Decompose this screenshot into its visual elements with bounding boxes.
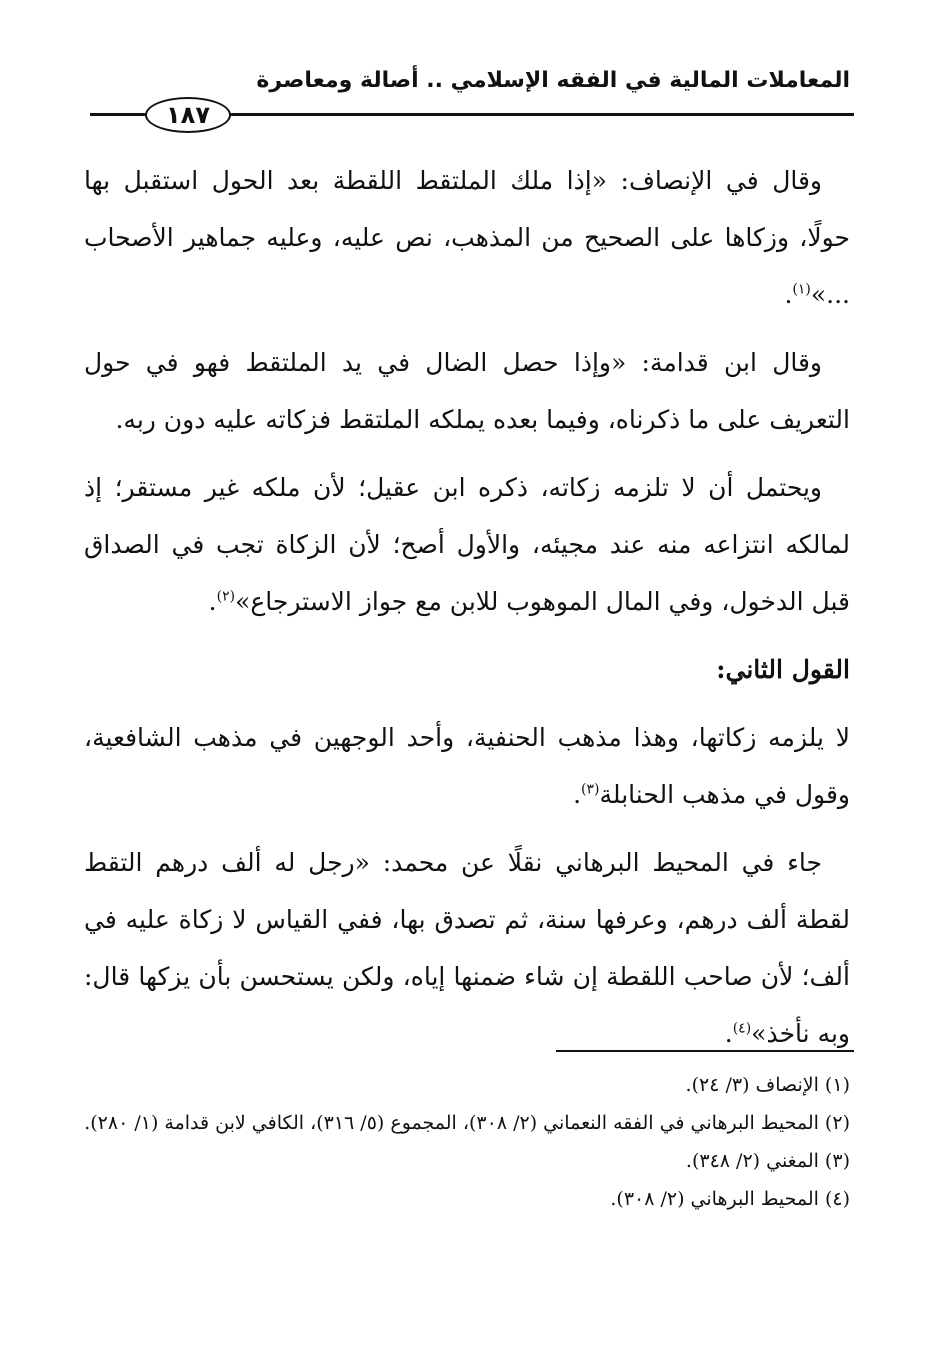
paragraph-text: جاء في المحيط البرهاني نقلًا عن محمد: «رجل له ألف درهم التقط لقطة ألف درهم، وعرفها سنة، ثم تصدق بها، ففي القياس لا زكاة عليه في ألف؛ لأن صاحب اللقطة إن شاء ضمنها إياه، ولكن يستحسن بأن يزكها قال: وبه نأخذ»	[84, 848, 850, 1048]
footnote-ref-1: (١)	[792, 281, 811, 298]
period: .	[208, 587, 217, 616]
footnote-separator	[556, 1050, 854, 1052]
period: .	[724, 1019, 733, 1048]
page-number-badge: ١٨٧	[145, 97, 231, 133]
footnote-item: (٣) المغني (٢/ ٣٤٨).	[685, 1150, 850, 1172]
footnote-item: (٤) المحيط البرهاني (٢/ ٣٠٨).	[610, 1188, 850, 1210]
paragraph-second-opinion	[84, 709, 850, 823]
footnotes	[80, 1068, 850, 1220]
paragraph-insaf-quote	[84, 152, 850, 323]
paragraph-ibn-aqil	[84, 459, 850, 630]
period: .	[784, 280, 793, 309]
footnote-ref-2: (٢)	[216, 588, 236, 605]
running-title: المعاملات المالية في الفقه الإسلامي .. أصالة ومعاصرة	[256, 68, 850, 93]
paragraph-muhit-quote	[84, 834, 850, 1062]
footnote-item: (١) الإنصاف (٣/ ٢٤).	[685, 1074, 850, 1096]
main-text	[84, 152, 850, 1073]
paragraph-text: وقال ابن قدامة: «وإذا حصل الضال في يد الملتقط فهو في حول التعريف على ما ذكرناه، وفيما بعده يملكه الملتقط فزكاته عليه دون ربه.	[84, 348, 850, 434]
section-heading: القول الثاني:	[716, 655, 850, 684]
paragraph-text: ويحتمل أن لا تلزمه زكاته، ذكره ابن عقيل؛ لأن ملكه غير مستقر؛ إذ لمالكه انتزاعه منه عند مجيئه، والأول أصح؛ لأن الزكاة تجب في الصداق قبل الدخول، وفي المال الموهوب للابن مع جواز الاسترجاع»	[84, 473, 850, 616]
period: .	[573, 780, 582, 809]
footnote-ref-3: (٣)	[581, 781, 600, 798]
paragraph-text: وقال في الإنصاف: «إذا ملك الملتقط اللقطة بعد الحول استقبل بها حولًا، وزكاها على الصحيح من المذهب، نص عليه، وعليه جماهير الأصحاب ...»	[84, 166, 850, 309]
footnote-item: (٢) المحيط البرهاني في الفقه النعماني (٢/ ٣٠٨)، المجموع (٥/ ٣١٦)، الكافي لابن قدامة (١/ ٢٨٠).	[84, 1112, 850, 1134]
paragraph-text: لا يلزمه زكاتها، وهذا مذهب الحنفية، وأحد الوجهين في مذهب الشافعية، وقول في مذهب الحنابلة	[84, 723, 850, 809]
footnote-ref-4: (٤)	[732, 1020, 752, 1037]
paragraph-ibn-qudama	[84, 334, 850, 448]
